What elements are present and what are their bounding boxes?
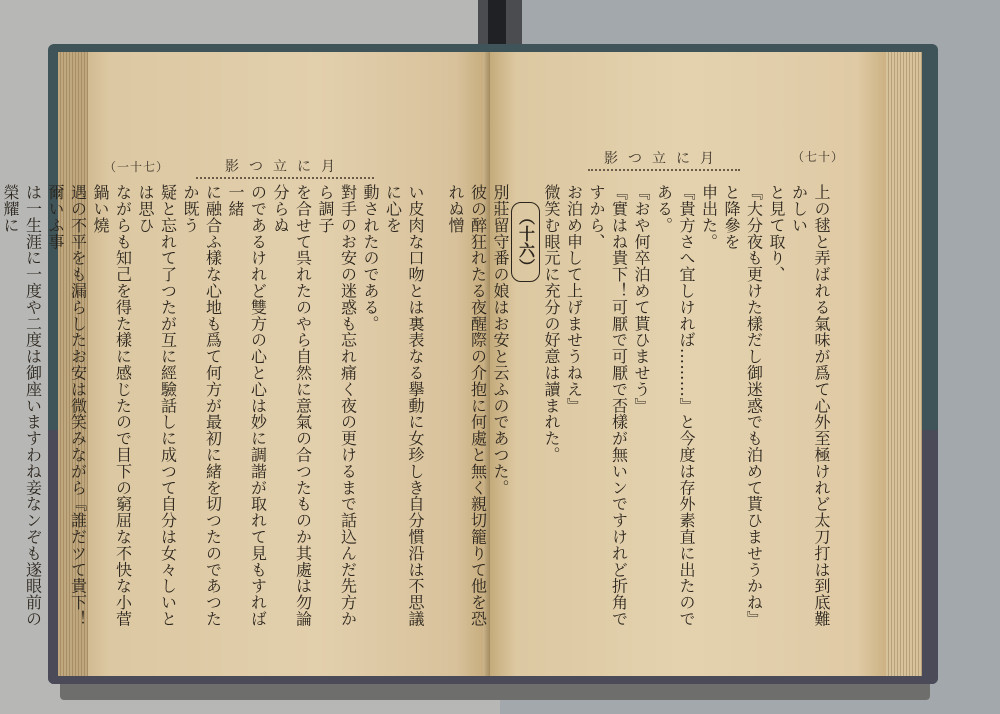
text-column: 彼の醉狂れたる夜醒際の介抱に何處と無く親切籠りて他を恐れぬ憎	[446, 184, 488, 627]
text-column: 對手のお安の迷惑も忘れ痛く夜の更けるまで話込んだ先方から調子	[316, 184, 358, 627]
right-body-text	[446, 184, 832, 630]
text-column: 動されたのである。	[361, 184, 380, 332]
right-running-head: 影つ立に月	[604, 151, 724, 167]
right-page-number: （七十）	[792, 150, 845, 164]
text-column: 『實はね貴下！可厭で可厭で否樣が無いンですけれど折角ですから、	[587, 184, 629, 627]
text-column: い皮肉な口吻とは裏表なる擧動に女珍しき自分慣沿は不思議に心を	[383, 184, 425, 627]
chapter-heading-column	[511, 184, 540, 630]
text-column: は一生涯に一度や二度は御座いますわね妾なンぞも遂眼前の榮耀に	[1, 184, 43, 627]
text-column: 遇の不平をも漏らしたお安は微笑みながら『誰だツて貴下！爾いふ事	[46, 184, 88, 627]
text-column: お泊め申して上げませうねえ』	[564, 184, 584, 414]
left-running-head: 影つ立に月	[225, 159, 345, 175]
text-column: 『大分夜も更けた樣だし御迷惑でも泊めて貰ひませうかね』と降參を	[722, 184, 764, 627]
text-column: ながらも知己を得た樣に感じたので目下の窮屈な不快な小菅鍋い燒	[91, 184, 133, 627]
text-column: 『貴方さへ宜しければ………』と今度は存外素直に出たのである。	[654, 184, 696, 627]
text-column: に融合ふ樣な心地も爲て何方が最初に緒を切つたのであつたか既う	[181, 184, 223, 627]
text-column: 疑と忘れて了つたが互に經驗話しに成つて自分は女々しいとは思ひ	[136, 184, 178, 627]
text-column: 上の毬と弄ばれる氣味が爲て心外至極けれど太刀打は到底難かしい	[789, 184, 831, 627]
text-column: 別莊留守番の娘はお安と云ふのであつた。	[491, 184, 510, 496]
text-column: のであるけれど雙方の心と心は妙に調諧が取れて見もすれば一緒	[226, 184, 268, 627]
text-column: を合せて呉れたのやら自然に意氣の合つたものか其處は勿論分らぬ	[271, 184, 313, 627]
text-column: 『おや何卒泊めて貰ひませう』	[632, 184, 651, 414]
right-page-edges	[886, 52, 922, 676]
text-column: と見て取り、	[767, 184, 786, 283]
left-head-rule	[196, 174, 374, 179]
chapter-heading: （十六）	[511, 202, 540, 282]
text-column: 申出た。	[699, 184, 719, 250]
text-column: 微笑む眼元に充分の好意は讀まれた。	[542, 184, 561, 463]
left-body-text	[1, 184, 426, 630]
right-head-rule	[588, 166, 740, 171]
left-page-number: （一十七）	[104, 160, 170, 174]
